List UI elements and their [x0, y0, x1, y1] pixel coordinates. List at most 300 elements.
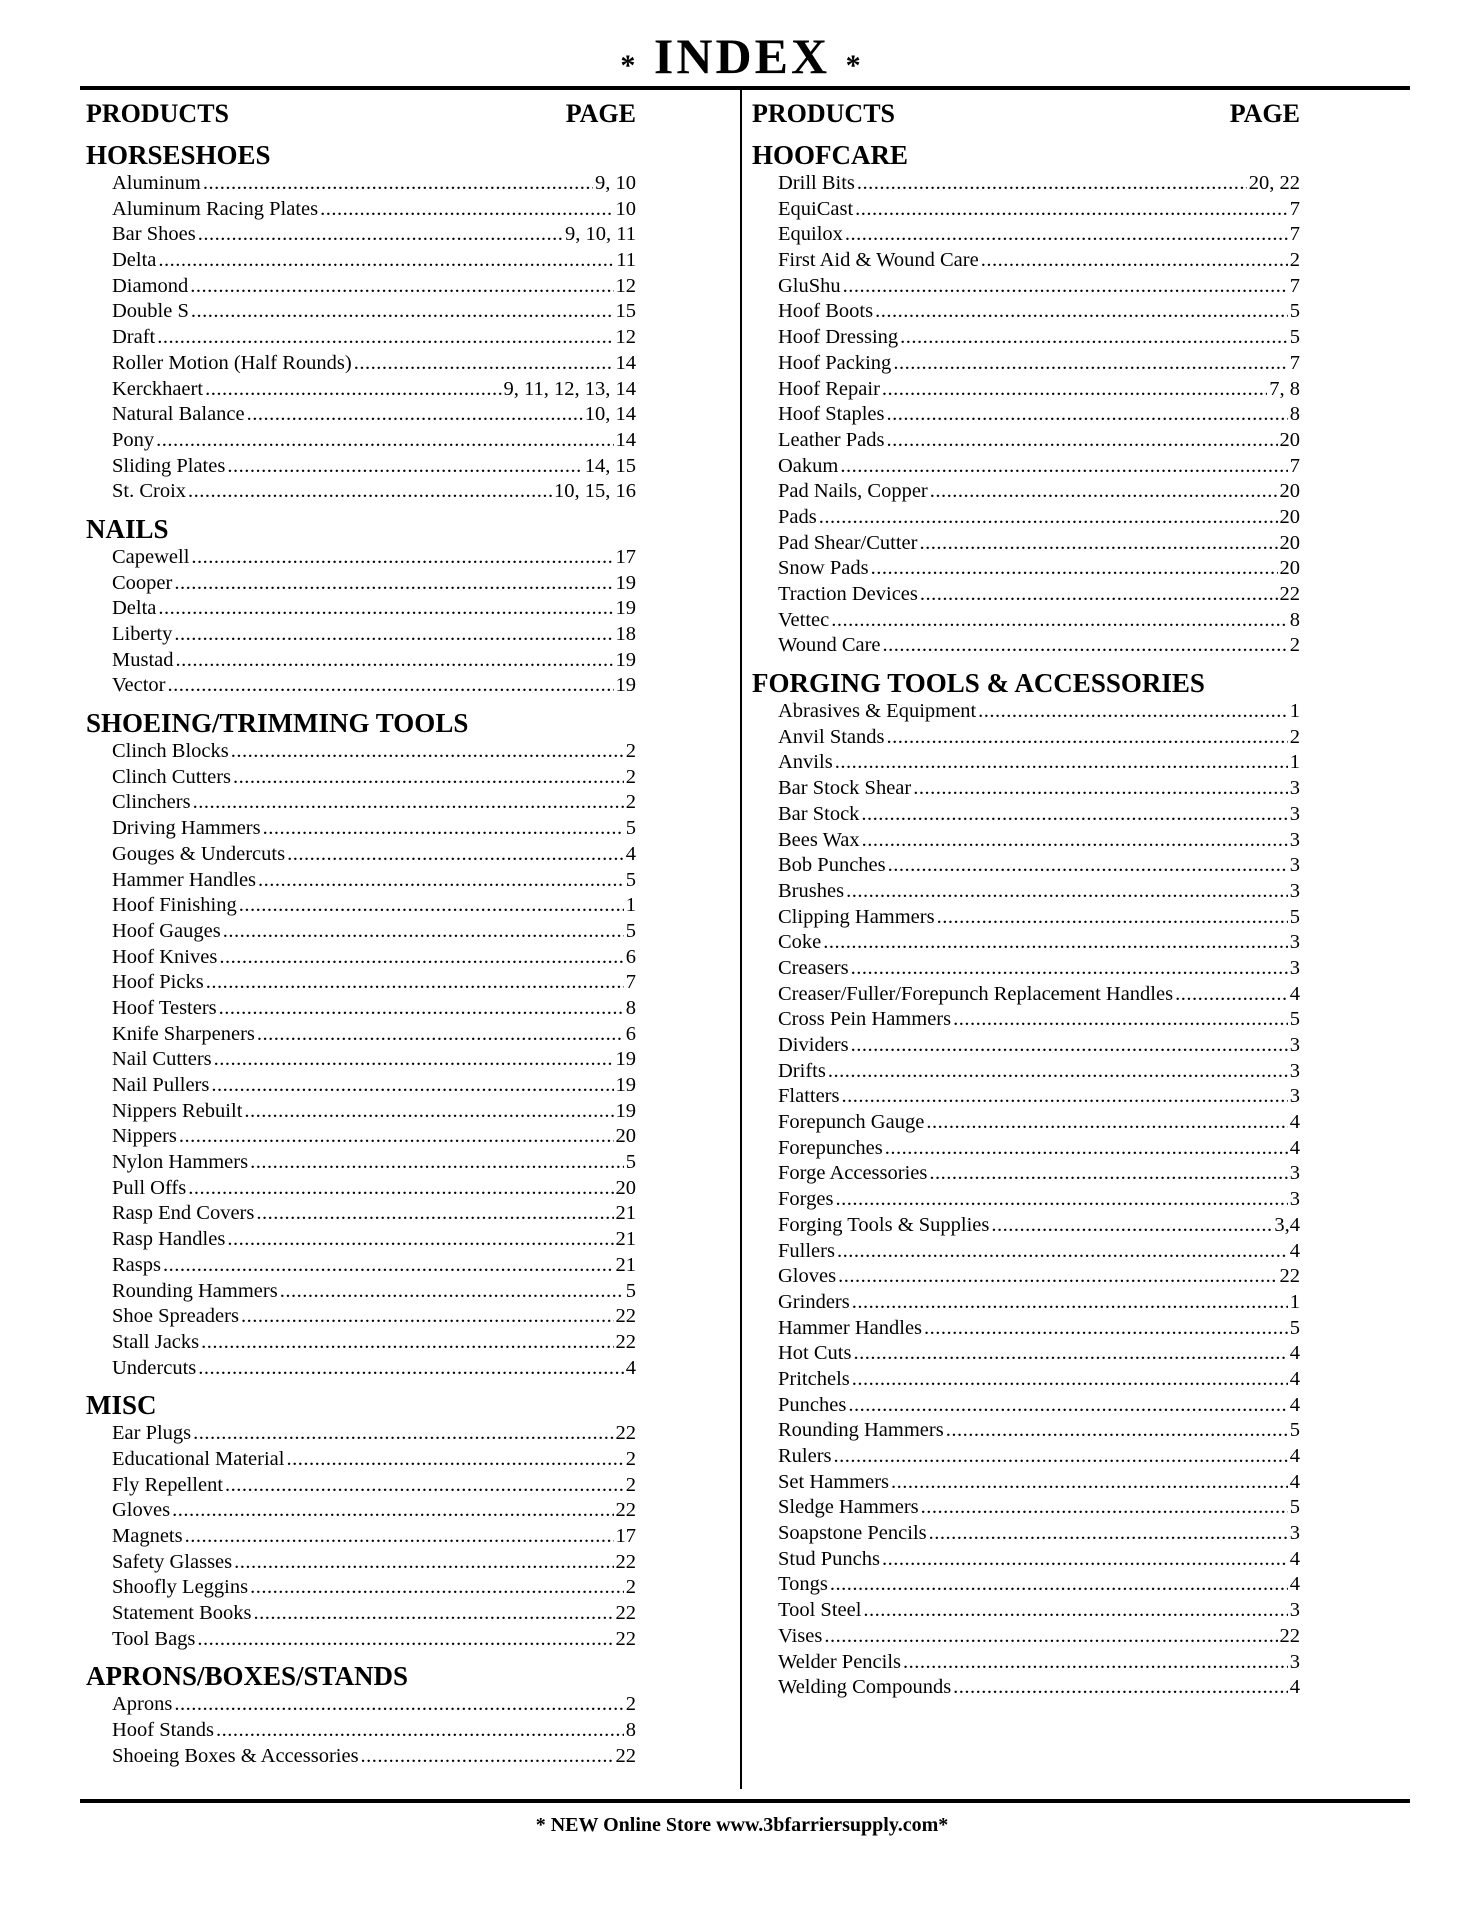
- section-title: HORSESHOES: [86, 140, 271, 170]
- index-entry: [752, 351, 1300, 377]
- entry-name: Undercuts: [112, 1356, 197, 1379]
- dot-leader: [851, 1033, 1288, 1059]
- dot-leader: [239, 893, 624, 919]
- dot-leader: [211, 1073, 613, 1099]
- entry-page: 3: [1289, 1059, 1300, 1082]
- entry-page: 4: [1289, 1470, 1300, 1493]
- index-entry: [752, 1444, 1300, 1470]
- entry-name: Hammer Handles: [112, 868, 257, 891]
- dot-leader: [843, 274, 1288, 300]
- index-entry: [86, 402, 636, 428]
- index-entry: [752, 1136, 1300, 1162]
- left-column-header: [86, 96, 636, 132]
- index-entry: [86, 970, 636, 996]
- entry-page: 15: [615, 300, 636, 323]
- entry-page: 14, 15: [584, 454, 636, 477]
- index-entry: [86, 996, 636, 1022]
- index-entry: [752, 1418, 1300, 1444]
- entry-page: 19: [615, 571, 636, 594]
- entry-page: 2: [1289, 249, 1300, 272]
- entry-name: Brushes: [778, 879, 845, 902]
- entry-name: Forges: [778, 1188, 834, 1211]
- dot-leader: [903, 1650, 1288, 1676]
- dot-leader: [250, 1575, 624, 1601]
- index-section: [86, 1660, 636, 1769]
- entry-name: Dividers: [778, 1034, 849, 1056]
- index-entry: [752, 171, 1300, 197]
- index-entry: [752, 1650, 1300, 1676]
- section-title: FORGING TOOLS & ACCESSORIES: [752, 668, 1205, 699]
- entry-name: Forepunch Gauge: [778, 1111, 925, 1134]
- dot-leader: [223, 919, 624, 945]
- dot-leader: [913, 776, 1288, 802]
- index-entry: [752, 1316, 1300, 1342]
- entry-name: Hoof Boots: [778, 300, 874, 323]
- index-entry: [86, 765, 636, 791]
- entry-name: Safety Glasses: [112, 1550, 233, 1573]
- entry-page: 2: [625, 1447, 636, 1470]
- index-entry: [752, 531, 1300, 557]
- dot-leader: [233, 765, 624, 791]
- entry-name: Shoe Spreaders: [112, 1305, 239, 1328]
- dot-leader: [219, 945, 623, 971]
- entry-name: Hoof Gauges: [112, 919, 221, 942]
- entry-page: 22: [615, 1499, 636, 1522]
- index-entry: [752, 853, 1300, 879]
- entry-page: 19: [615, 1099, 636, 1122]
- dot-leader: [887, 725, 1288, 751]
- entry-page: 22: [615, 1602, 636, 1625]
- entry-page: 4: [625, 1356, 636, 1379]
- dot-leader: [354, 351, 614, 377]
- index-entry: [752, 1521, 1300, 1547]
- entry-name: Pony: [112, 428, 155, 451]
- entry-name: Set Hammers: [778, 1470, 890, 1493]
- index-entry: [86, 1304, 636, 1330]
- entry-page: 20: [1279, 480, 1300, 503]
- index-entry: [86, 1524, 636, 1550]
- index-section: [86, 139, 636, 505]
- entry-page: 4: [1289, 1136, 1300, 1159]
- entry-name: GluShu: [778, 274, 841, 297]
- entry-name: St. Croix: [112, 480, 187, 503]
- entry-name: Kerckhaert: [112, 377, 204, 400]
- entry-name: Pad Nails, Copper: [778, 480, 928, 503]
- index-entry: [752, 750, 1300, 776]
- entry-page: 5: [625, 919, 636, 942]
- entry-name: Shoeing Boxes & Accessories: [112, 1744, 359, 1767]
- dot-leader: [946, 1418, 1288, 1444]
- entry-name: Forepunches: [778, 1136, 883, 1159]
- dot-leader: [203, 171, 593, 197]
- entry-name: Capewell: [112, 545, 190, 568]
- index-entry: [752, 1110, 1300, 1136]
- entry-name: Knife Sharpeners: [112, 1022, 255, 1045]
- index-entry: [86, 571, 636, 597]
- entry-page: 2: [625, 791, 636, 814]
- dot-leader: [197, 1627, 613, 1653]
- index-section: [86, 513, 636, 699]
- dot-leader: [852, 1290, 1288, 1316]
- dot-leader: [156, 428, 613, 454]
- entry-page: 20: [1279, 505, 1300, 528]
- index-entry: [752, 633, 1300, 659]
- entry-page: 4: [1289, 1367, 1300, 1390]
- entry-name: Nail Cutters: [112, 1048, 212, 1071]
- entry-name: Sliding Plates: [112, 454, 226, 477]
- title-text: INDEX: [653, 28, 831, 84]
- entry-name: Tongs: [778, 1573, 828, 1596]
- index-entry: [86, 1099, 636, 1125]
- entry-name: Liberty: [112, 623, 173, 645]
- entry-name: Flatters: [778, 1085, 840, 1108]
- index-entry: [86, 673, 636, 699]
- entry-name: Driving Hammers: [112, 817, 261, 840]
- entry-name: Cross Pein Hammers: [778, 1008, 952, 1031]
- products-header: PRODUCTS: [752, 99, 896, 128]
- entry-name: Rasps: [112, 1253, 161, 1276]
- index-entry: [86, 197, 636, 223]
- index-entry: [86, 274, 636, 300]
- section-title: HOOFCARE: [752, 140, 909, 170]
- dot-leader: [991, 1213, 1272, 1239]
- index-entry: [86, 1201, 636, 1227]
- dot-leader: [981, 248, 1288, 274]
- entry-name: Coke: [778, 931, 822, 954]
- entry-page: 19: [615, 1048, 636, 1071]
- entry-page: 7: [1289, 223, 1300, 246]
- entry-name: Creaser/Fuller/Forepunch Replacement Handles: [778, 982, 1174, 1005]
- entry-page: 14: [615, 351, 636, 374]
- entry-page: 2: [1289, 725, 1300, 748]
- dot-leader: [851, 956, 1288, 982]
- index-entry: [752, 699, 1300, 725]
- dot-leader: [227, 454, 582, 480]
- dot-leader: [193, 790, 624, 816]
- index-entry: [86, 1279, 636, 1305]
- entry-page: 19: [615, 1074, 636, 1096]
- entry-name: Vettec: [778, 608, 830, 631]
- section-title: SHOEING/TRIMMING TOOLS: [86, 708, 469, 739]
- entry-page: 5: [1289, 1419, 1300, 1442]
- dot-leader: [188, 1176, 613, 1202]
- entry-page: 5: [625, 1279, 636, 1302]
- entry-page: 7: [625, 971, 636, 994]
- index-entry: [752, 1059, 1300, 1085]
- dot-leader: [953, 1007, 1288, 1033]
- page-header: PAGE: [565, 99, 636, 128]
- index-entry: [752, 930, 1300, 956]
- entry-name: Hoof Picks: [112, 971, 204, 994]
- entry-name: Gloves: [112, 1499, 171, 1522]
- dot-leader: [852, 1367, 1288, 1393]
- entry-page: 8: [1289, 403, 1300, 426]
- index-entry: [86, 479, 636, 505]
- index-entry: [752, 274, 1300, 300]
- entry-page: 7: [1289, 197, 1300, 220]
- dot-leader: [978, 699, 1288, 725]
- dot-leader: [823, 930, 1287, 956]
- left-sections: [86, 139, 636, 1770]
- title-star-right: *: [845, 49, 864, 82]
- dot-leader: [214, 1047, 614, 1073]
- right-column-header: [752, 96, 1300, 132]
- index-entry: [86, 1692, 636, 1718]
- index-entry: [752, 879, 1300, 905]
- dot-leader: [930, 479, 1278, 505]
- dot-leader: [254, 1601, 614, 1627]
- dot-leader: [188, 479, 552, 505]
- dot-leader: [176, 648, 614, 674]
- entry-page: 8: [1289, 608, 1300, 631]
- index-entry: [752, 982, 1300, 1008]
- dot-leader: [219, 996, 624, 1022]
- footer-note: * NEW Online Store www.3bfarriersupply.com*: [535, 1814, 949, 1836]
- index-section: [86, 1389, 636, 1652]
- entry-name: Soapstone Pencils: [778, 1522, 927, 1545]
- entry-name: Rasp Handles: [112, 1228, 226, 1251]
- dot-leader: [853, 1341, 1287, 1367]
- entry-page: 17: [615, 1525, 636, 1547]
- entry-page: 10, 15, 16: [554, 480, 636, 503]
- entry-name: Clinch Cutters: [112, 765, 232, 788]
- dot-leader: [846, 879, 1288, 905]
- entry-page: 19: [615, 674, 636, 697]
- index-entry: [86, 1575, 636, 1601]
- index-entry: [86, 299, 636, 325]
- entry-page: 3: [1289, 956, 1300, 979]
- section-title: APRONS/BOXES/STANDS: [86, 1661, 409, 1692]
- index-entry: [752, 428, 1300, 454]
- dot-leader: [834, 1444, 1288, 1470]
- dot-leader: [835, 750, 1288, 776]
- entry-name: Hoof Testers: [112, 996, 217, 1019]
- index-entry: [752, 325, 1300, 351]
- entry-page: 21: [615, 1202, 636, 1225]
- entry-name: Educational Material: [112, 1447, 285, 1470]
- index-entry: [752, 1675, 1300, 1701]
- entry-name: Drifts: [778, 1059, 826, 1082]
- entry-page: 4: [1289, 1239, 1300, 1262]
- entry-page: 3: [1289, 1522, 1300, 1545]
- entry-page: 12: [615, 274, 636, 297]
- index-entry: [752, 1470, 1300, 1496]
- entry-page: 5: [1289, 326, 1300, 349]
- entry-name: Vector: [112, 674, 166, 697]
- index-entry: [752, 956, 1300, 982]
- entry-name: Hoof Knives: [112, 945, 218, 968]
- index-entry: [86, 377, 636, 403]
- entry-page: 3: [1289, 1162, 1300, 1185]
- entry-name: Hoof Staples: [778, 403, 885, 426]
- entry-name: Nylon Hammers: [112, 1151, 249, 1174]
- entry-page: 3: [1289, 1034, 1300, 1056]
- entry-name: Sledge Hammers: [778, 1496, 919, 1519]
- entry-name: Bar Shoes: [112, 223, 196, 246]
- index-entry: [86, 622, 636, 648]
- entry-page: 1: [625, 894, 636, 917]
- entry-name: Gloves: [778, 1265, 837, 1288]
- entry-page: 7: [1289, 454, 1300, 477]
- dot-leader: [227, 1227, 613, 1253]
- entry-page: 4: [1289, 1445, 1300, 1467]
- entry-name: Statement Books: [112, 1602, 252, 1625]
- entry-page: 20: [1279, 531, 1300, 554]
- entry-name: Nippers: [112, 1125, 177, 1148]
- entry-name: Aluminum: [112, 172, 201, 194]
- dot-leader: [258, 868, 624, 894]
- dot-leader: [888, 853, 1288, 879]
- index-entry: [86, 868, 636, 894]
- entry-name: Forge Accessories: [778, 1162, 928, 1185]
- index-entry: [752, 454, 1300, 480]
- dot-leader: [158, 596, 613, 622]
- entry-page: 3: [1289, 802, 1300, 825]
- dot-leader: [193, 1421, 613, 1447]
- entry-name: Oakum: [778, 454, 839, 477]
- entry-page: 18: [615, 623, 636, 645]
- index-entry: [752, 1033, 1300, 1059]
- entry-name: Traction Devices: [778, 583, 918, 605]
- dot-leader: [361, 1744, 614, 1770]
- entry-page: 10: [615, 197, 636, 220]
- section-title: NAILS: [86, 513, 169, 544]
- entry-page: 7: [1289, 351, 1300, 374]
- entry-name: Draft: [112, 326, 156, 349]
- entry-name: Mustad: [112, 648, 174, 671]
- right-sections: [752, 139, 1300, 1701]
- entry-name: Delta: [112, 597, 157, 620]
- index-entry: [86, 1022, 636, 1048]
- entry-name: Hoof Packing: [778, 351, 892, 374]
- title-star-left: *: [620, 49, 639, 82]
- entry-page: 9, 10, 11: [565, 223, 636, 246]
- entry-page: 9, 11, 12, 13, 14: [503, 377, 636, 400]
- dot-leader: [838, 1264, 1277, 1290]
- index-entry: [752, 1290, 1300, 1316]
- index-section: [752, 139, 1300, 659]
- entry-name: Wound Care: [778, 634, 881, 657]
- index-entry: [86, 454, 636, 480]
- index-section: [86, 707, 636, 1381]
- dot-leader: [179, 1124, 614, 1150]
- entry-page: 3: [1289, 879, 1300, 902]
- entry-name: Rounding Hammers: [778, 1419, 944, 1442]
- dot-leader: [842, 1084, 1288, 1110]
- entry-page: 14: [615, 428, 636, 451]
- entry-name: Hoof Finishing: [112, 894, 237, 917]
- page-title: [0, 20, 1484, 92]
- entry-page: 19: [615, 648, 636, 671]
- dot-leader: [882, 377, 1267, 403]
- entry-page: 2: [1289, 634, 1300, 657]
- index-entry: [752, 556, 1300, 582]
- dot-leader: [824, 1624, 1277, 1650]
- entry-page: 4: [1289, 1676, 1300, 1699]
- index-entry: [86, 1150, 636, 1176]
- dot-leader: [886, 402, 1287, 428]
- dot-leader: [831, 608, 1288, 634]
- dot-leader: [871, 556, 1278, 582]
- dot-leader: [900, 325, 1288, 351]
- dot-leader: [857, 171, 1247, 197]
- entry-page: 5: [625, 868, 636, 891]
- index-entry: [86, 919, 636, 945]
- entry-page: 4: [625, 842, 636, 865]
- index-entry: [752, 197, 1300, 223]
- index-entry: [86, 1356, 636, 1382]
- entry-page: 20: [615, 1125, 636, 1148]
- index-entry: [752, 479, 1300, 505]
- entry-page: 7: [1289, 274, 1300, 297]
- entry-name: Pad Shear/Cutter: [778, 531, 918, 554]
- entry-name: Snow Pads: [778, 557, 869, 580]
- dot-leader: [891, 1470, 1288, 1496]
- entry-page: 6: [625, 945, 636, 968]
- entry-page: 5: [1289, 905, 1300, 928]
- index-entry: [86, 351, 636, 377]
- entry-name: Nail Pullers: [112, 1074, 210, 1096]
- dot-leader: [247, 402, 583, 428]
- dot-leader: [953, 1675, 1288, 1701]
- entry-name: Gouges & Undercuts: [112, 842, 286, 865]
- index-entry: [752, 1239, 1300, 1265]
- dot-leader: [250, 1150, 624, 1176]
- entry-page: 22: [615, 1627, 636, 1650]
- dot-leader: [163, 1253, 614, 1279]
- entry-page: 20: [1279, 557, 1300, 580]
- entry-page: 5: [1289, 300, 1300, 323]
- entry-name: Hoof Stands: [112, 1719, 214, 1742]
- dot-leader: [225, 1473, 624, 1499]
- entry-name: First Aid & Wound Care: [778, 249, 979, 272]
- dot-leader: [198, 222, 563, 248]
- index-entry: [752, 1264, 1300, 1290]
- dot-leader: [191, 299, 614, 325]
- dot-leader: [920, 531, 1278, 557]
- entry-page: 20: [615, 1176, 636, 1199]
- index-entry: [86, 1253, 636, 1279]
- index-entry: [752, 505, 1300, 531]
- index-entry: [86, 1627, 636, 1653]
- index-entry: [752, 582, 1300, 608]
- index-entry: [752, 1547, 1300, 1573]
- page-header: PAGE: [1229, 99, 1300, 128]
- index-entry: [752, 828, 1300, 854]
- index-entry: [86, 648, 636, 674]
- entry-name: Hoof Repair: [778, 377, 880, 400]
- dot-leader: [172, 1498, 613, 1524]
- entry-name: Welding Compounds: [778, 1676, 952, 1699]
- entry-name: Clinchers: [112, 791, 191, 814]
- index-section: [752, 667, 1300, 1701]
- dot-leader: [256, 1201, 613, 1227]
- dot-leader: [929, 1161, 1287, 1187]
- entry-name: Delta: [112, 249, 157, 272]
- index-entry: [752, 1161, 1300, 1187]
- dot-leader: [216, 1718, 624, 1744]
- dot-leader: [320, 197, 613, 223]
- dot-leader: [861, 802, 1287, 828]
- entry-name: Grinders: [778, 1290, 850, 1313]
- index-entry: [86, 325, 636, 351]
- entry-page: 22: [615, 1744, 636, 1767]
- index-entry: [86, 596, 636, 622]
- dot-leader: [280, 1279, 624, 1305]
- entry-page: 3: [1289, 1188, 1300, 1211]
- entry-page: 1: [1289, 1290, 1300, 1313]
- index-entry: [86, 1498, 636, 1524]
